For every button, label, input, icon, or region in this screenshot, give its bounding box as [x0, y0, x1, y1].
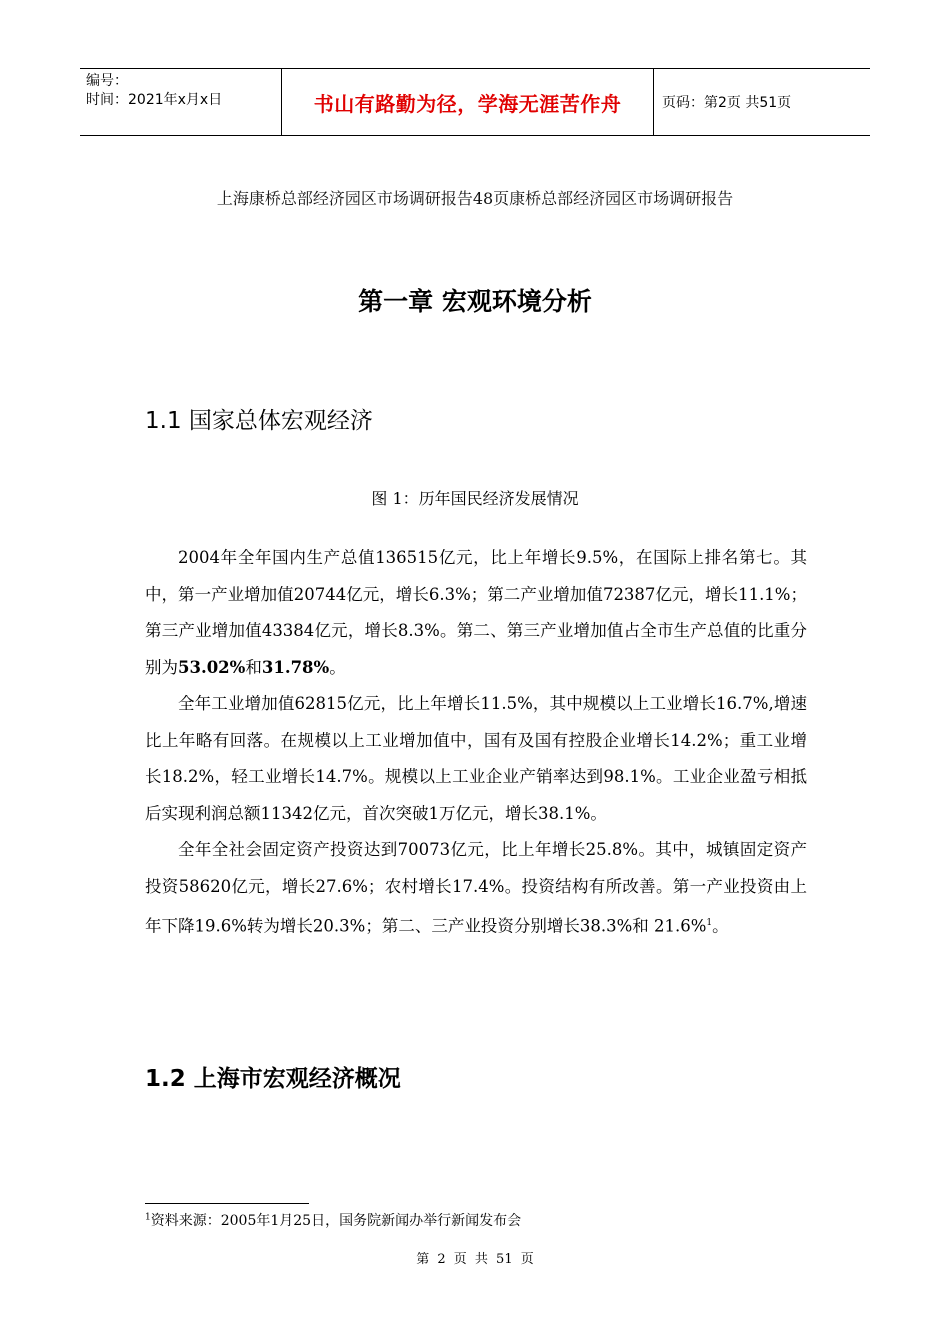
header-motto-cell: [281, 69, 654, 135]
bold-figure: 31.78%: [261, 657, 330, 677]
section-heading-1-1: 1.1 国家总体宏观经济: [145, 408, 373, 434]
bold-figure: 53.02%: [178, 657, 246, 677]
time-label: 时间：2021年x月x日: [86, 92, 223, 108]
body-text: [145, 540, 807, 945]
paragraph-text: 全年全社会固定资产投资达到70073亿元，比上年增长25.8%。其中，城镇固定资产投资58620亿元，增长27.6%；农村增长17.4%。投资结构有所改善。第一产业投资由上年下降19.6%转为增长20.3%；第二、三产业投资分别增长38.3%和 21.6%: [145, 840, 807, 936]
paragraph-gdp: [145, 540, 807, 686]
footnote-divider: [145, 1203, 309, 1204]
footnote-text: 资料来源：2005年1月25日，国务院新闻办举行新闻发布会: [150, 1213, 522, 1229]
footnote: [145, 1210, 521, 1230]
paragraph-text: 。: [329, 657, 346, 677]
header-meta: [80, 69, 281, 135]
paragraph-industry: 全年工业增加值62815亿元，比上年增长11.5%，其中规模以上工业增长16.7%,增速比上年略有回落。在规模以上工业增加值中，国有及国有控股企业增长14.2%；重工业增长18.2%，轻工业增长14.7%。规模以上工业企业产销率达到98.1%。工业企业盈亏相抵后实现利润总额11342亿元，首次突破1万亿元，增长38.1%。: [145, 694, 807, 823]
figure-caption: 图 1：历年国民经济发展情况: [371, 489, 579, 508]
paragraph-text: 2004年全年国内生产总值136515亿元，比上年增长9.5%，在国际上排名第七。其中，第一产业增加值20744亿元，增长6.3%；第二产业增加值72387亿元，增长11.1%；第三产业增加值43384亿元，增长8.3%。第二、第三产业增加值占全市生产总值的比重分别为: [145, 548, 807, 677]
paragraph-investment: [145, 832, 807, 945]
document-title: 上海康桥总部经济园区市场调研报告48页康桥总部经济园区市场调研报告: [216, 189, 734, 208]
motto: 书山有路勤为径，学海无涯苦作舟: [313, 91, 622, 116]
number-label: 编号：: [86, 73, 128, 89]
footnote-ref[interactable]: 1: [706, 918, 713, 928]
section-heading-1-2: 1.2 上海市宏观经济概况: [145, 1066, 401, 1092]
page-info: 页码：第2页 共51页: [662, 95, 792, 111]
paragraph-text: 。: [712, 916, 729, 936]
chapter-title: 第一章 宏观环境分析: [358, 287, 592, 316]
footnote-mark: 1: [145, 1212, 151, 1223]
page-footer: 第 2 页 共 51 页: [416, 1252, 534, 1267]
paragraph-text: 和: [245, 657, 262, 677]
page-header: [80, 68, 870, 136]
